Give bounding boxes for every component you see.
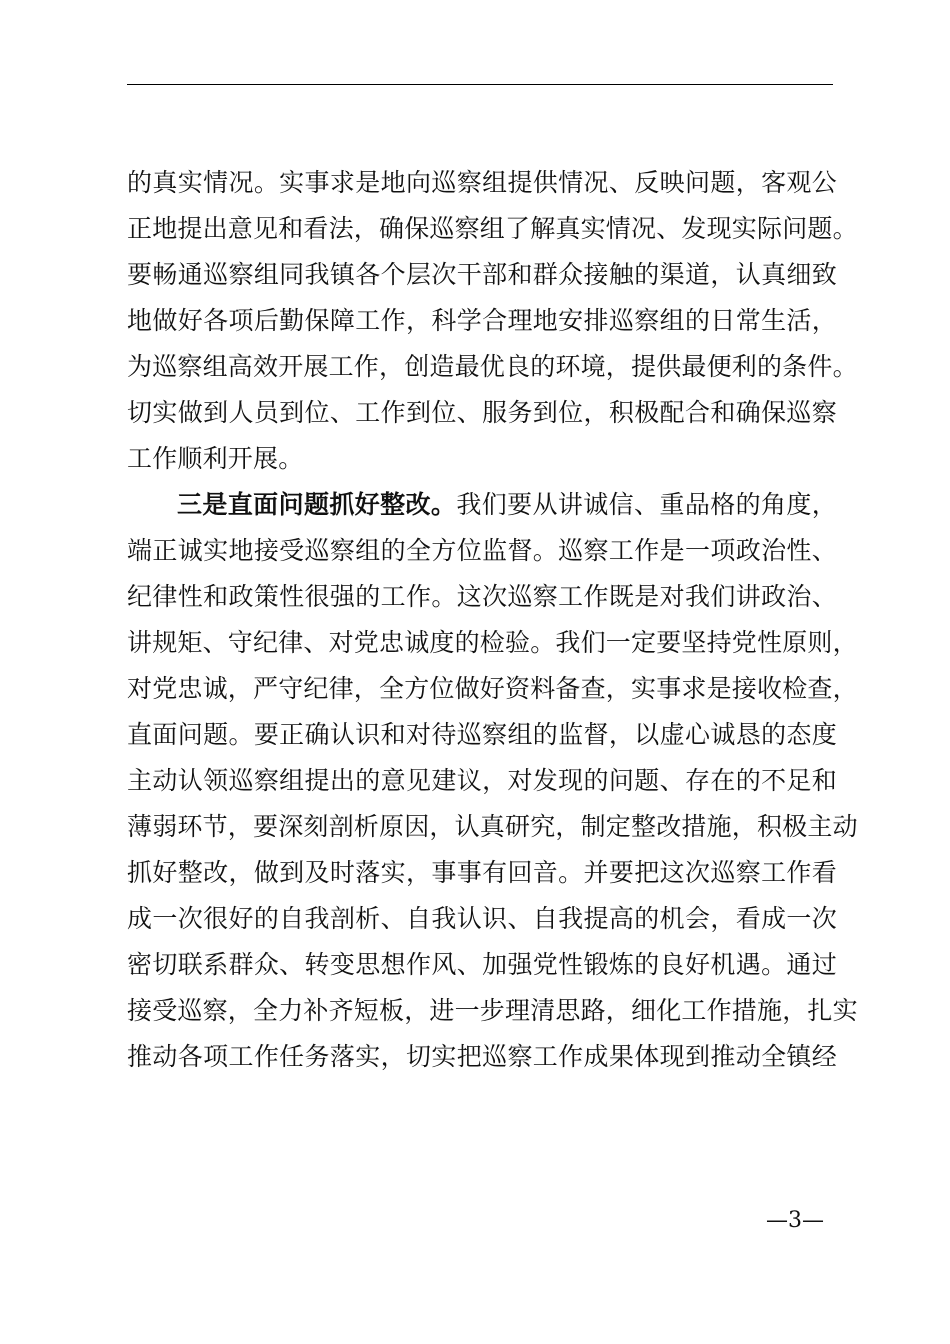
text-line: 正地提出意见和看法，确保巡察组了解真实情况、发现实际问题。 [127, 214, 858, 243]
text-line: 工作顺利开展。 [127, 444, 304, 473]
text-line: 主动认领巡察组提出的意见建议，对发现的问题、存在的不足和 [127, 766, 837, 795]
text-line: 抓好整改，做到及时落实，事事有回音。并要把这次巡察工作看 [127, 858, 837, 887]
text-run: 我们要从讲诚信、重品格的角度， [456, 490, 837, 519]
text-line: 切实做到人员到位、工作到位、服务到位，积极配合和确保巡察 [127, 398, 837, 427]
text-line: 对党忠诚，严守纪律，全方位做好资料备查，实事求是接收检查， [127, 674, 858, 703]
text-line: 薄弱环节，要深刻剖析原因，认真研究，制定整改措施，积极主动 [127, 812, 858, 841]
text-line: 接受巡察，全力补齐短板，进一步理清思路，细化工作措施，扎实 [127, 996, 858, 1025]
text-line: 成一次很好的自我剖析、自我认识、自我提高的机会，看成一次 [127, 904, 837, 933]
section-heading: 三是直面问题抓好整改。 [177, 490, 457, 519]
document-body [127, 160, 858, 1080]
page-number: —3— [766, 1208, 824, 1233]
text-line: 的真实情况。实事求是地向巡察组提供情况、反映问题，客观公 [127, 168, 837, 197]
text-line [127, 482, 837, 528]
paragraph [127, 160, 858, 482]
text-line: 讲规矩、守纪律、对党忠诚度的检验。我们一定要坚持党性原则， [127, 628, 858, 657]
text-line: 为巡察组高效开展工作，创造最优良的环境，提供最便利的条件。 [127, 352, 858, 381]
text-line: 直面问题。要正确认识和对待巡察组的监督，以虚心诚恳的态度 [127, 720, 837, 749]
text-line: 端正诚实地接受巡察组的全方位监督。巡察工作是一项政治性、 [127, 536, 837, 565]
text-line: 地做好各项后勤保障工作，科学合理地安排巡察组的日常生活， [127, 306, 837, 335]
text-line: 纪律性和政策性很强的工作。这次巡察工作既是对我们讲政治、 [127, 582, 837, 611]
text-line: 要畅通巡察组同我镇各个层次干部和群众接触的渠道，认真细致 [127, 260, 837, 289]
paragraph [127, 482, 858, 1080]
header-rule [127, 84, 833, 85]
text-line: 推动各项工作任务落实，切实把巡察工作成果体现到推动全镇经 [127, 1042, 837, 1071]
text-line: 密切联系群众、转变思想作风、加强党性锻炼的良好机遇。通过 [127, 950, 837, 979]
